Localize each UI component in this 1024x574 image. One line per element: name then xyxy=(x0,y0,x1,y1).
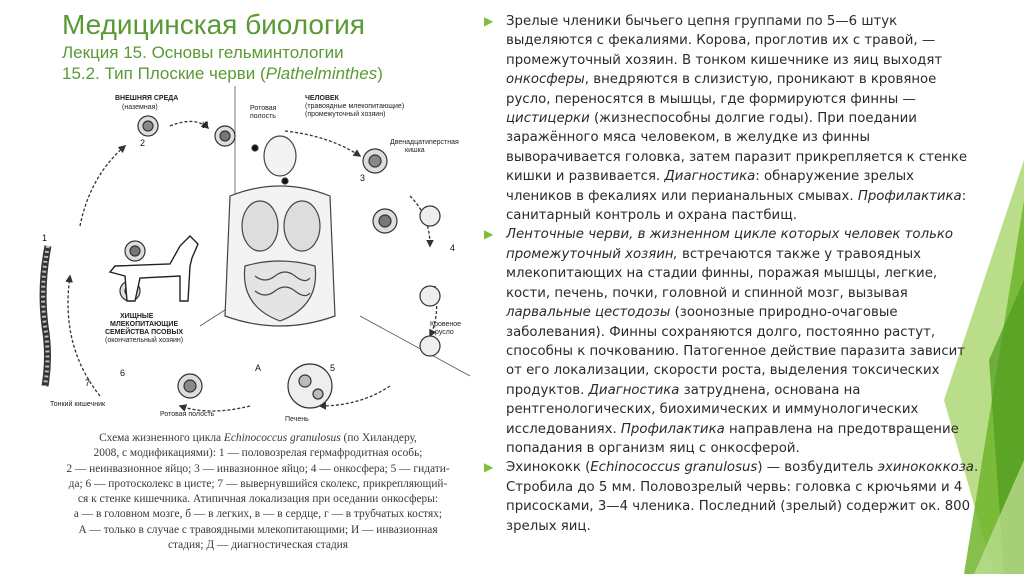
stage-number-6: 6 xyxy=(120,368,126,378)
bullet-paragraph-bovine-tapeworm: ▶ Зрелые членики бычьего цепня группами по 5—6 штук выделяются с фекалиями. Корова, проглотив их с травой, — промежуточный хозяин. В тонком кишечнике из яиц выходят онкосферы, внедряются в слизистую, проникают в кровяное русло, переносятся в мышцы, где формируются финны — цистицерки (жизнеспособны долгие годы). При поедании заражённого мяса человеком, в желудке из финны выворачивается головка, затем паразит прикрепляется к стенке кишки и развивается. Диагностика: обнаружение зрелых члеников в фекалиях или перианальных смывах. Профилактика: санитарный контроль и охрана пастбищ. xyxy=(484,14,968,224)
label-blood: Кровеное xyxy=(430,321,462,328)
label-predators-4: (окончательный хозяин) xyxy=(105,337,184,344)
lecture-subtitle: Лекция 15. Основы гельминтологии xyxy=(62,43,344,62)
slide-title: Медицинская биология xyxy=(62,9,365,40)
stage-number-7: 7 xyxy=(85,378,91,388)
bullet-arrow-icon: ▶ xyxy=(484,227,494,242)
label-predators-2: МЛЕКОПИТАЮЩИЕ xyxy=(110,321,179,328)
bullet-arrow-icon: ▶ xyxy=(484,14,494,28)
label-external-env: ВНЕШНЯЯ СРЕДА xyxy=(115,95,179,102)
bullet-paragraph-echinococcus: ▶ Эхинококк (Echinococcus granulosus) — возбудитель эхинококкоза. Стробила до 5 мм. Половозрелый червь: головка с крючьями и 4 присосками, 3—4 членика. Последний (зрелый) содержит ок. 800 зрелых яиц. xyxy=(484,460,979,534)
stage-number-1: 1 xyxy=(42,233,48,243)
label-blood-2: русло xyxy=(435,329,454,336)
stage-number-3: 3 xyxy=(360,173,366,183)
caption-line: ся к стенке кишечника. Атипичная локализация при оседании онкосферы: xyxy=(77,493,439,506)
label-human-2: (травоядные млекопитающие) xyxy=(305,103,405,110)
slide-title-block xyxy=(62,8,462,84)
bullet-paragraph-larval-cestodes: ▶ Ленточные черви, в жизненном цикле которых человек только промежуточный хозяин, встречаются также у травоядных млекопитающих на стадии финны, поражая мышцы, легкие, кости, печень, почки, головной и спинной мозг, вызывая ларвальные цестодозы (зоонозные природно-очаговые заболевания). Финны сохраняются долго, постоянно растут, способны к почкованию. Патогенное действие паразита зависит от его локализации, скорости роста, выделения токсических продуктов. Диагностика затруднена, основана на рентгенологических, биохимических и иммунологических исследованиях. Профилактика направлена на предотвращение попадания в организм яиц с онкосферой. xyxy=(484,227,966,456)
stage-letter-a: А xyxy=(255,363,262,373)
caption-line: стадия; Д — диагностическая стадия xyxy=(167,539,349,552)
label-oral-top: Ротовая xyxy=(250,105,277,112)
section-subtitle: 15.2. Тип Плоские черви (Plathelminthes) xyxy=(62,64,383,83)
label-duodenum-2: кишка xyxy=(405,147,425,154)
label-human-3: (промежуточный хозяин) xyxy=(305,111,386,118)
stage-number-2: 2 xyxy=(140,138,146,148)
label-liver: Печень xyxy=(285,416,309,423)
lecture-body-text xyxy=(482,12,980,536)
caption-line: А — только в случае с травоядными млекопитающими; И — инвазионная xyxy=(78,523,438,536)
bullet-arrow-icon: ▶ xyxy=(484,460,494,475)
label-oral-bottom: Ротовая полость xyxy=(160,411,215,418)
stage-letter-i: И xyxy=(202,120,209,130)
label-external-env-sub: (наземная) xyxy=(122,104,158,111)
stage-number-4: 4 xyxy=(450,243,456,253)
stage-number-5: 5 xyxy=(330,363,336,373)
caption-line: 2 — неинвазионное яйцо; 3 — инвазионное яйцо; 4 — онкосфера; 5 — гидати- xyxy=(66,462,450,475)
echinococcus-life-cycle-diagram xyxy=(30,86,475,431)
caption-line: да; 6 — протосколекс в цисте; 7 — вывернувшийся сколекс, прикрепляющий- xyxy=(68,477,448,490)
caption-line: 2008, с модификациями): 1 — половозрелая гермафродитная особь; xyxy=(93,447,423,460)
label-small-intestine: Тонкий кишечник xyxy=(50,401,106,408)
label-oral-top-2: полость xyxy=(250,113,276,120)
label-predators-3: СЕМЕЙСТВА ПСОВЫХ xyxy=(105,329,184,336)
caption-line: Схема жизненного цикла Echinococcus granulosus (по Хиландеру, xyxy=(99,432,417,444)
label-predators: ХИЩНЫЕ xyxy=(120,313,154,320)
label-human: ЧЕЛОВЕК xyxy=(305,95,339,102)
label-duodenum: Двенадцатиперстная xyxy=(390,139,459,146)
figure-caption xyxy=(38,431,478,553)
caption-line: а — в головном мозге, б — в легких, в — в сердце, г — в трубчатых костях; xyxy=(73,508,443,521)
